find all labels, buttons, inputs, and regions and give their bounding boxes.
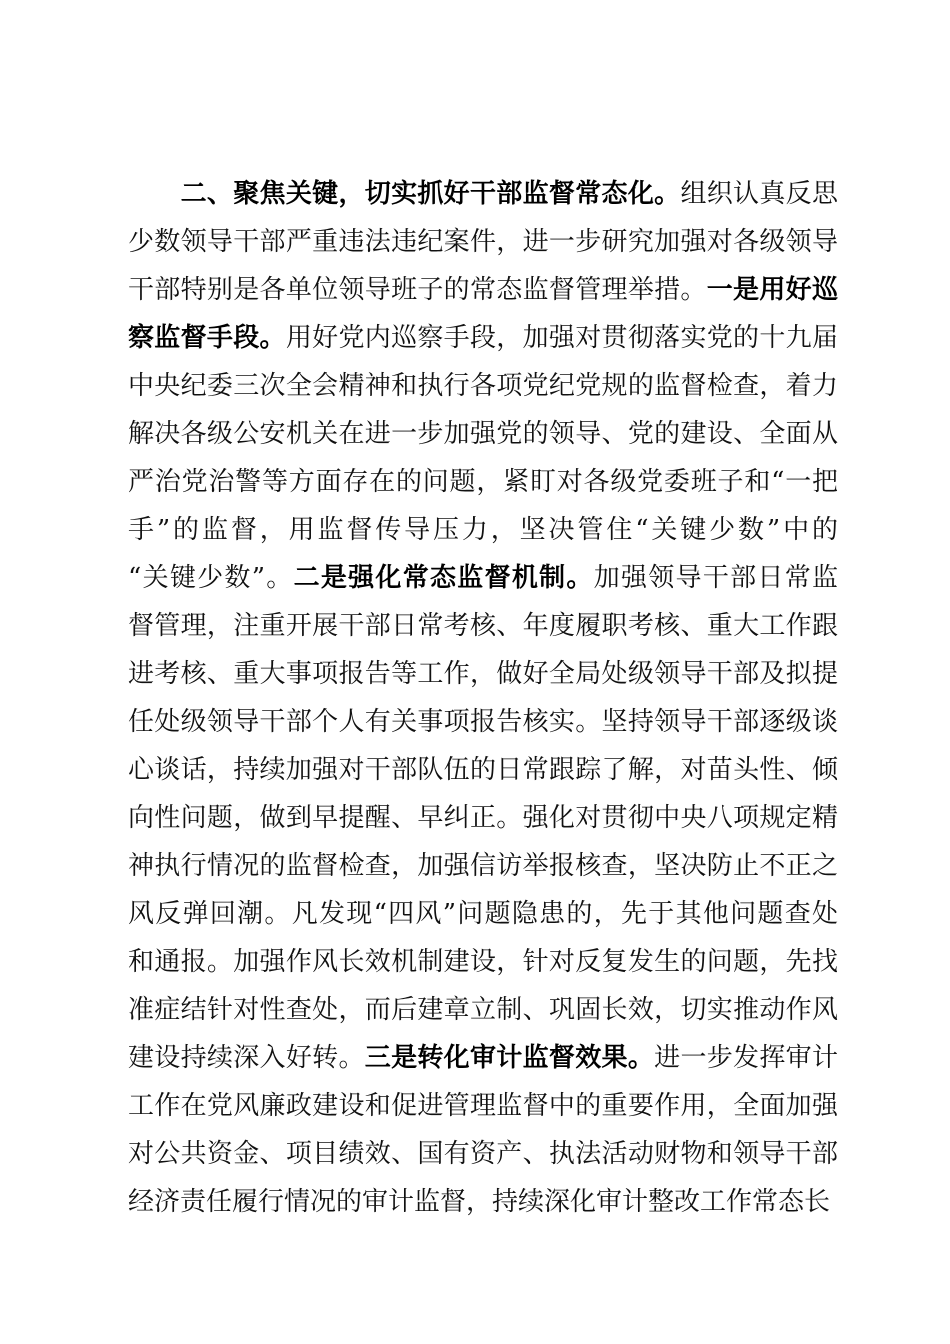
text-segment: 中央纪委三次全会精神和执行各项党纪党规的监督检查，着力 [128,371,838,401]
text-line [128,218,838,266]
text-line [128,410,838,458]
text-segment: 组织认真反思 [680,179,838,209]
text-line [128,986,838,1034]
text-line [128,170,838,218]
text-line [128,266,838,314]
text-line [128,842,838,890]
text-segment: 加强领导干部日常监 [593,563,838,593]
text-line [128,794,838,842]
text-segment: 神执行情况的监督检查，加强信访举报核查，坚决防止不正之 [128,851,838,881]
text-segment: 任处级领导干部个人有关事项报告核实。坚持领导干部逐级谈 [128,707,838,737]
text-line [128,890,838,938]
text-line [128,1130,838,1178]
text-segment: 少数领导干部严重违法违纪案件，进一步研究加强对各级领导 [128,227,838,257]
bold-heading-segment: 二是强化常态监督机制。 [293,563,594,593]
text-segment: 进一步发挥审计 [654,1043,838,1073]
text-line [128,746,838,794]
text-segment: 督管理，注重开展干部日常考核、年度履职考核、重大工作跟 [128,611,838,641]
text-segment: 和通报。加强作风长效机制建设，针对反复发生的问题，先找 [128,947,838,977]
text-line [128,458,838,506]
text-line [128,698,838,746]
text-line [128,1082,838,1130]
text-line [128,362,838,410]
text-segment: 严治党治警等方面存在的问题，紧盯对各级党委班子和“一把 [128,467,838,497]
text-line [128,506,838,554]
body-paragraph [128,170,838,1226]
text-segment: 解决各级公安机关在进一步加强党的领导、党的建设、全面从 [128,419,838,449]
text-segment: 向性问题，做到早提醒、早纠正。强化对贯彻中央八项规定精 [128,803,838,833]
bold-heading-segment: 三是转化审计监督效果。 [364,1043,655,1073]
bold-heading-segment: 二、聚焦关键，切实抓好干部监督常态化。 [128,179,681,209]
text-segment: 心谈话，持续加强对干部队伍的日常跟踪了解，对苗头性、倾 [128,755,838,785]
text-segment: 准症结针对性查处，而后建章立制、巩固长效，切实推动作风 [128,995,838,1025]
text-line [128,602,838,650]
text-line [128,650,838,698]
text-segment: 对公共资金、项目绩效、国有资产、执法活动财物和领导干部 [128,1139,838,1169]
bold-heading-segment: 一是用好巡 [706,275,838,305]
text-line [128,314,838,362]
text-segment: 手”的监督，用监督传导压力，坚决管住“关键少数”中的 [128,515,838,545]
text-line [128,554,838,602]
text-segment: 风反弹回潮。凡发现“四风”问题隐患的，先于其他问题查处 [128,899,838,929]
text-segment: 进考核、重大事项报告等工作，做好全局处级领导干部及拟提 [128,659,838,689]
text-line [128,1178,838,1226]
text-segment: “关键少数”。 [128,563,294,593]
text-line [128,938,838,986]
text-segment: 经济责任履行情况的审计监督，持续深化审计整改工作常态长 [128,1187,831,1217]
text-segment: 干部特别是各单位领导班子的常态监督管理举措。 [128,275,707,305]
text-segment: 工作在党风廉政建设和促进管理监督中的重要作用，全面加强 [128,1091,838,1121]
text-line [128,1034,838,1082]
text-segment: 建设持续深入好转。 [128,1043,365,1073]
bold-heading-segment: 察监督手段。 [128,323,286,353]
text-segment: 用好党内巡察手段，加强对贯彻落实党的十九届 [285,323,838,353]
